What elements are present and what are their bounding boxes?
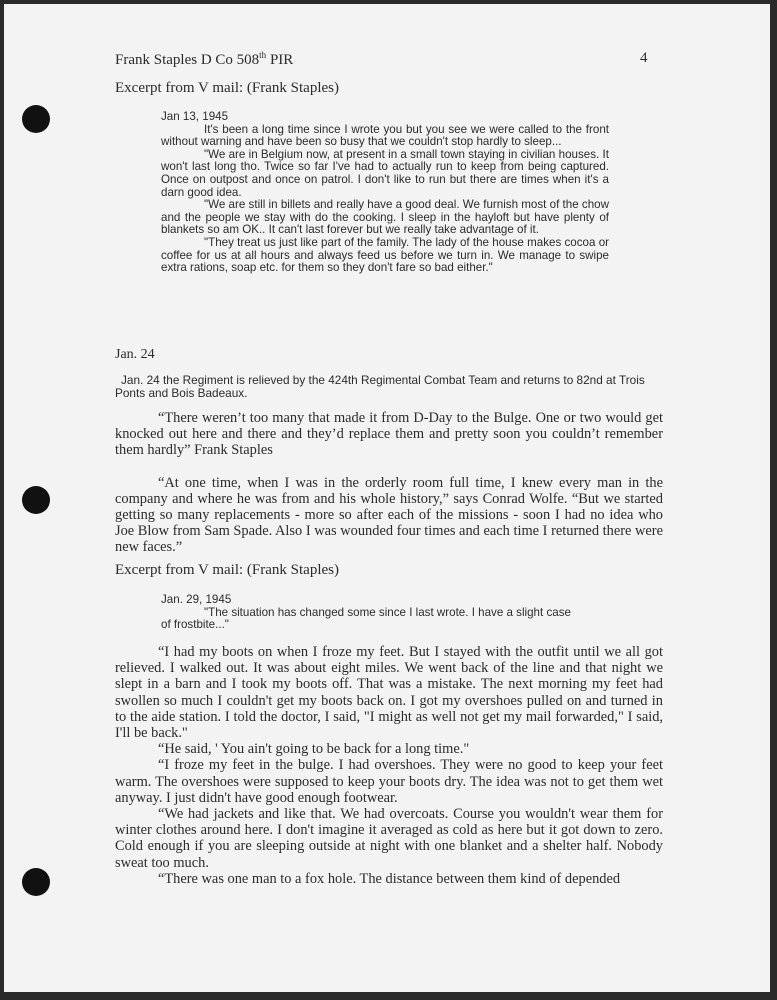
vmail-letter-2 [161, 594, 609, 632]
narrative-paragraph: “I had my boots on when I froze my feet. But I stayed with the outfit until we all got relieved. I walked out. It was about eight miles. We went back of the line and that night we slept in a barn and I took my boots off. That was a mistake. The next morning my feet had swollen so much I couldn't get my boots back on. I got my overshoes pulled on and turned in to the aide station. I told the doctor, I said, "I might as well not get my mail forwarded," I said, I'll be back." [115, 644, 663, 742]
regiment-note-text: Jan. 24 the Regiment is relieved by the 424th Regimental Combat Team and returns to 82nd at Trois Ponts and Bois Badeaux. [115, 373, 645, 400]
binder-hole-bottom [22, 868, 50, 896]
frostbite-narrative [115, 644, 663, 887]
binder-hole-top [22, 105, 50, 133]
binder-hole-middle [22, 486, 50, 514]
header-title-superscript: th [259, 50, 267, 60]
narrative-paragraph: “I froze my feet in the bulge. I had overshoes. They were no good to keep your feet warm. The overshoes were supposed to keep your boots dry. The idea was not to get them wet anyway. I just didn't have good enough footwear. [115, 757, 663, 806]
regiment-note [115, 374, 663, 400]
narrative-paragraph: “There weren’t too many that made it from D-Day to the Bulge. One or two would get knocked out here and there and they’d replace them and pretty soon you couldn’t remember them hardly” Frank Staples [115, 410, 663, 459]
letter-paragraph: "We are in Belgium now, at present in a small town staying in civilian houses. It won't last long tho. Twice so far I've had to actually run to keep from being captured. Once on outpost and once on patrol. I don't like to run but there are times when it's a darn good idea. [161, 147, 609, 199]
section-heading-jan24: Jan. 24 [115, 347, 155, 362]
vmail-letter-1 [161, 111, 609, 275]
narrative-paragraph: “We had jackets and like that. We had overcoats. Course you wouldn't wear them for winter clothes around here. I don't imagine it averaged as cold as here but it got down to zero. Cold enough if you are sleeping outside at night with one blanket and a shelter half. Nobody sweat too much. [115, 806, 663, 871]
jan24-narrative [115, 410, 663, 556]
header-title: Frank Staples D Co 508 [115, 52, 260, 68]
narrative-paragraph: “At one time, when I was in the orderly room full time, I knew every man in the company and where he was from and his whole history,” says Conrad Wolfe. “But we started getting so many replacements - more so after each of the missions - soon I had no idea who Joe Blow from Sam Spade. Also I was wounded four times and each time I returned there were new faces.” [115, 474, 663, 556]
page-number: 4 [640, 50, 648, 66]
narrative-paragraph: “He said, ' You ain't going to be back for a long time." [158, 741, 470, 758]
header-title-tail: PIR [266, 52, 294, 68]
letter-paragraph: "They treat us just like part of the family. The lady of the house makes cocoa or coffee for us at all hours and always feed us before we turn in. We manage to swipe extra rations, soap etc. for them so they don't fare so bad either." [161, 235, 609, 275]
letter-quote-line: of frostbite..." [161, 618, 229, 632]
document-page [4, 4, 770, 992]
letter-quote-line: "The situation has changed some since I last wrote. I have a slight case [204, 605, 571, 619]
letter-paragraph: "We are still in billets and really have a good deal. We furnish most of the chow and the people we stay with do the cooking. I sleep in the hayloft but have plenty of blankets so am OK.. It can't last forever but we really take advantage of it. [161, 198, 609, 237]
page-header [115, 50, 293, 69]
letter-paragraph: It's been a long time since I wrote you but you see we were called to the front without warning and have been so busy that we couldn't stop hardly to sleep... [161, 122, 609, 149]
excerpt-title-1: Excerpt from V mail: (Frank Staples) [115, 80, 339, 96]
letter-date-2: Jan. 29, 1945 [161, 593, 232, 606]
narrative-paragraph: “There was one man to a fox hole. The distance between them kind of depended [158, 870, 621, 887]
letter-date-1: Jan 13, 1945 [161, 110, 229, 123]
excerpt-title-2: Excerpt from V mail: (Frank Staples) [115, 562, 339, 578]
